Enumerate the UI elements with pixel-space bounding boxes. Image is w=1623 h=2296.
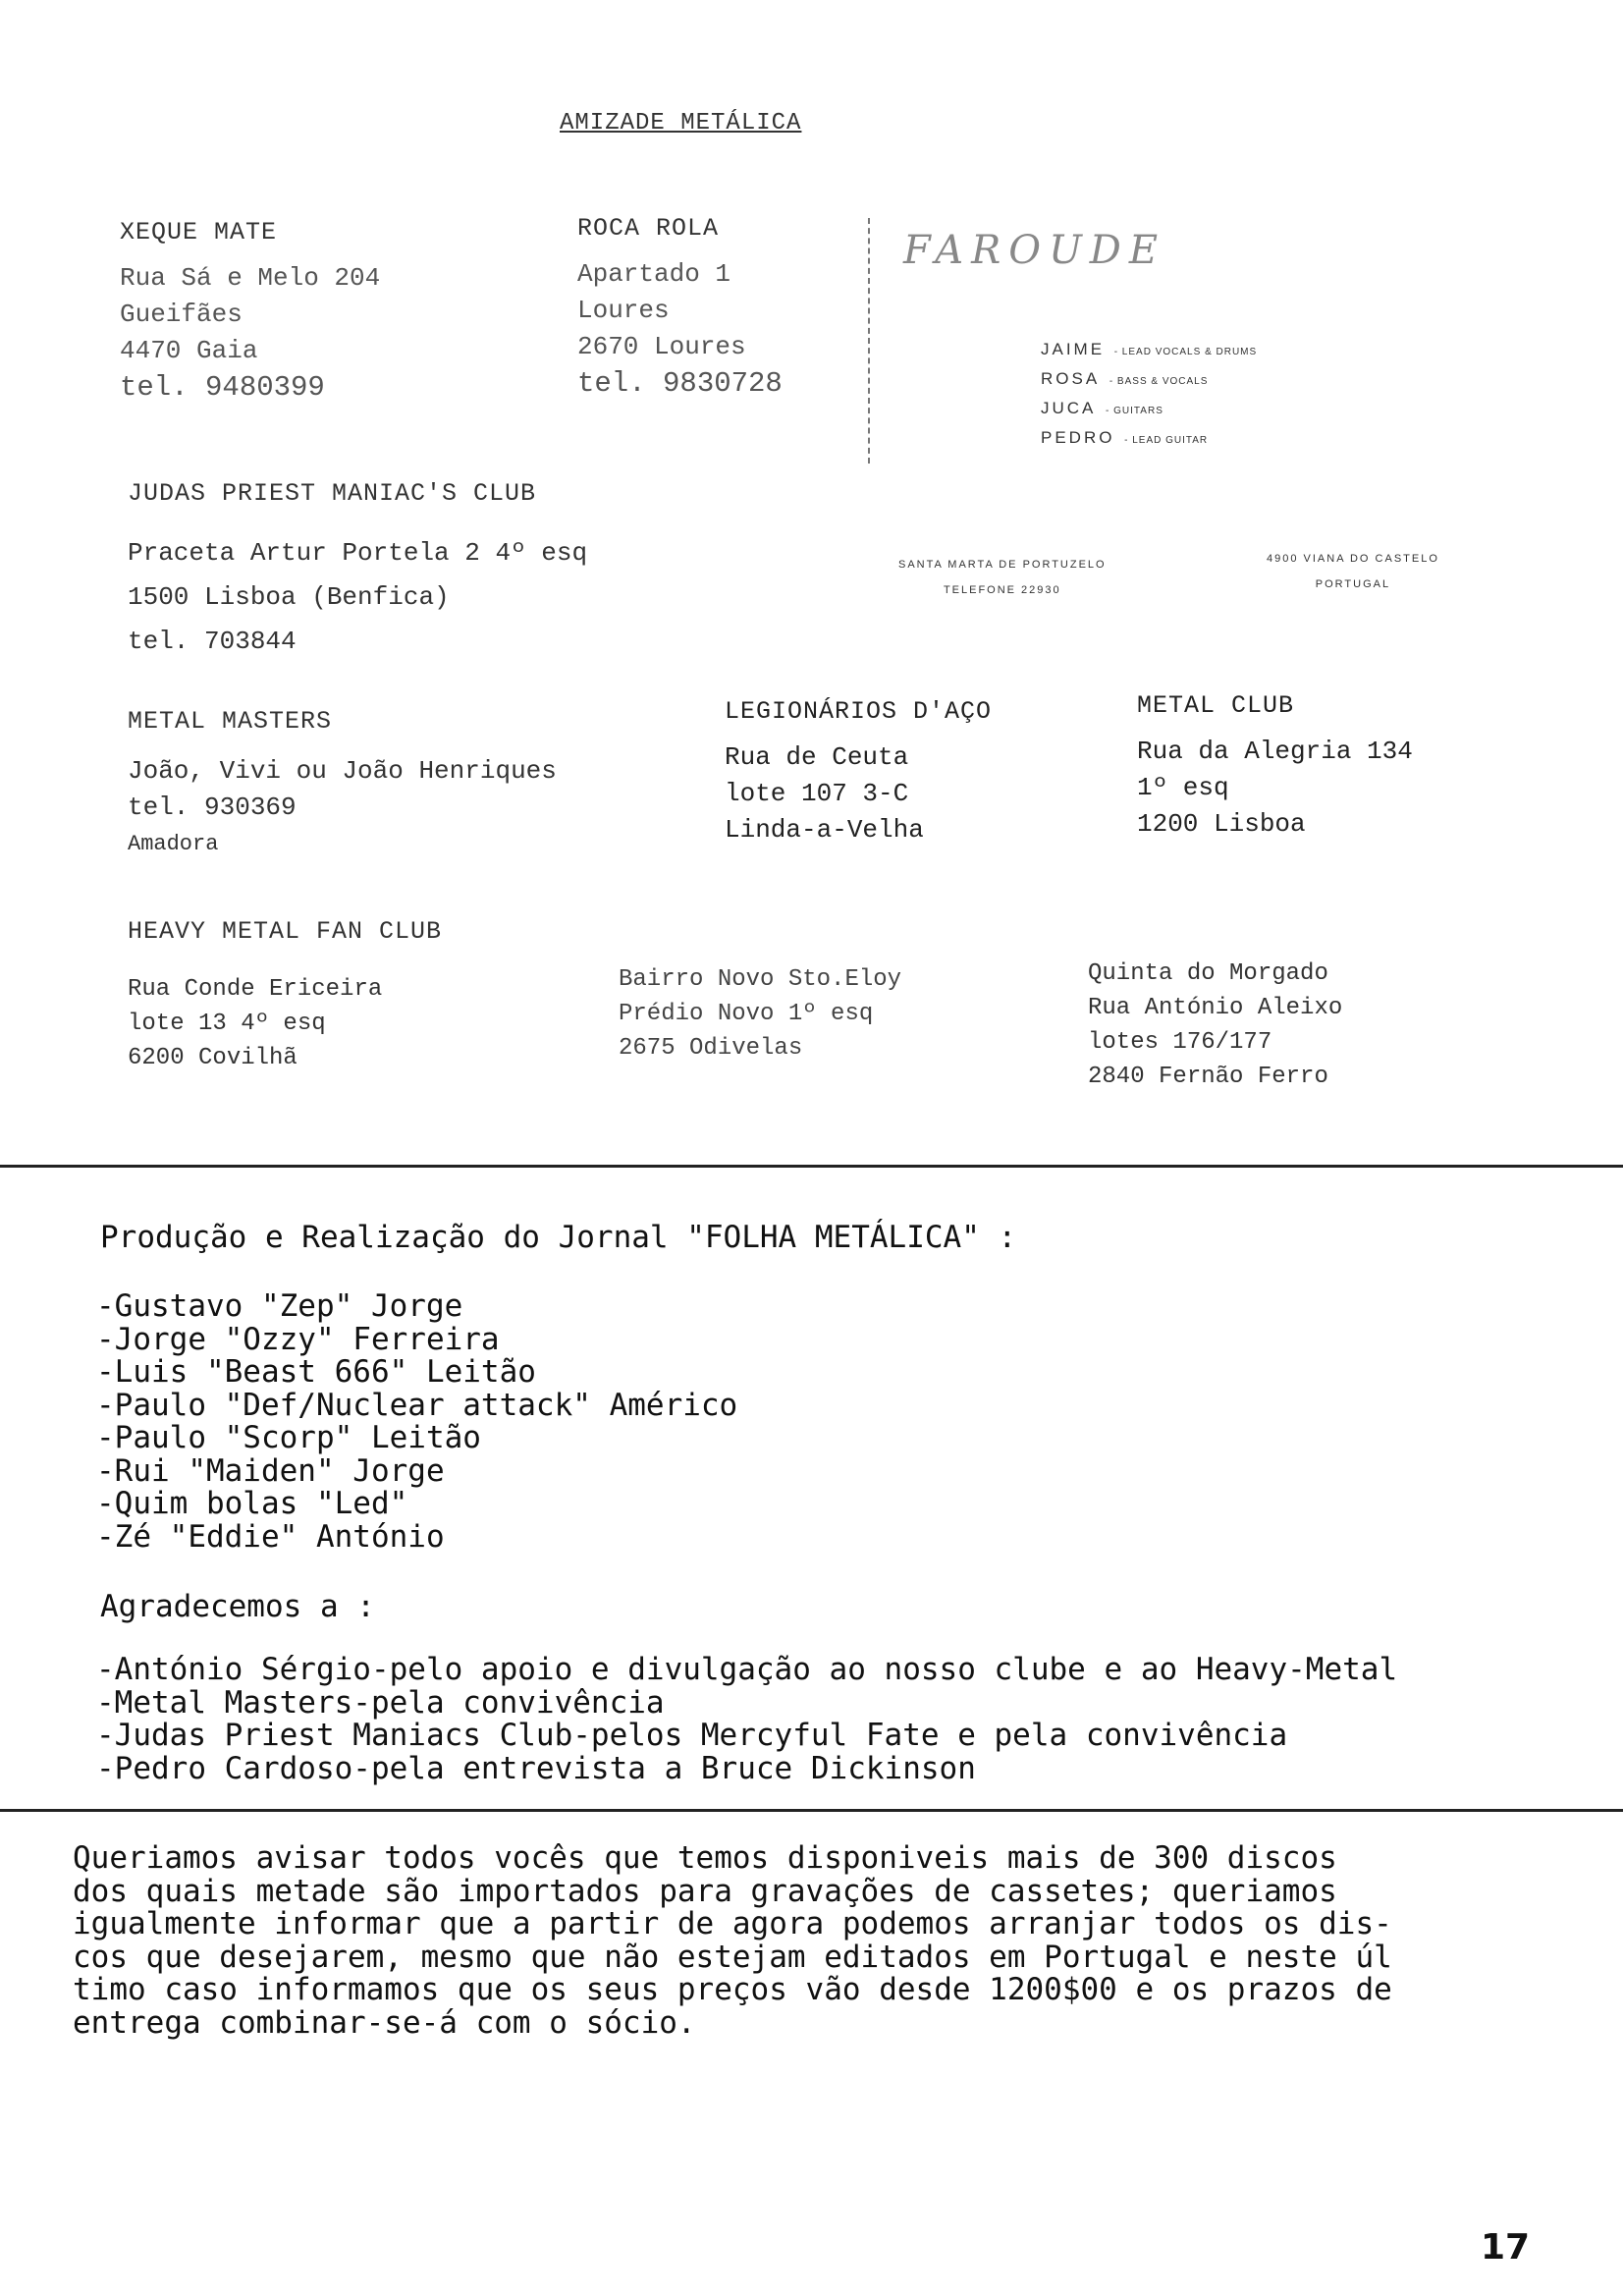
address-line: Rua da Alegria 134 xyxy=(1137,737,1413,766)
address-line: Rua Conde Ericeira xyxy=(128,976,383,1003)
club-name: METAL MASTERS xyxy=(128,707,333,736)
address-line: Apartado 1 xyxy=(577,259,731,289)
band-address-left: SANTA MARTA DE PORTUZELO TELEFONE 22930 xyxy=(898,559,1107,596)
address-line: João, Vivi ou João Henriques xyxy=(128,756,557,786)
club-address xyxy=(128,531,587,664)
notice-line: Queriamos avisar todos vocês que temos disponiveis mais de 300 discos xyxy=(73,1840,1337,1876)
club-address xyxy=(725,739,992,848)
band-members xyxy=(1041,340,1257,458)
notice-line: igualmente informar que a partir de agora podemos arranjar todos os dis- xyxy=(73,1906,1392,1941)
list-item: -Judas Priest Maniacs Club-pelos Mercyful Fate e pela convivência xyxy=(96,1718,1288,1753)
club-address xyxy=(128,753,557,862)
list-item: -Rui "Maiden" Jorge xyxy=(96,1452,445,1489)
list-item: -António Sérgio-pelo apoio e divulgação ao nosso clube e ao Heavy-Metal xyxy=(96,1652,1398,1687)
club-name: LEGIONÁRIOS D'AÇO xyxy=(725,697,993,726)
band-member: JUCA - GUITARS xyxy=(1041,399,1163,417)
band-member: JAIME - LEAD VOCALS & DRUMS xyxy=(1041,340,1258,358)
production-heading: Produção e Realização do Jornal "FOLHA METÁLICA" : xyxy=(100,1220,1017,1255)
address-line: lote 13 4º esq xyxy=(128,1011,326,1037)
address-line: lotes 176/177 xyxy=(1088,1029,1272,1056)
address-line: lote 107 3-C xyxy=(725,779,909,808)
section-divider xyxy=(0,1165,1623,1168)
club-judas-priest xyxy=(128,479,587,664)
page-number: 17 xyxy=(1481,2227,1531,2268)
club-name: JUDAS PRIEST MANIAC'S CLUB xyxy=(128,479,537,508)
club-roca-rola xyxy=(577,214,783,402)
address-line: Praceta Artur Portela 2 4º esq xyxy=(128,538,588,568)
club-name: ROCA ROLA xyxy=(577,214,720,243)
club-address xyxy=(120,260,380,406)
list-item: -Zé "Eddie" António xyxy=(96,1518,445,1555)
band-name: FAROUDE xyxy=(903,228,1166,273)
address-line: 1500 Lisboa (Benfica) xyxy=(128,582,450,612)
band-member: PEDRO - LEAD GUITAR xyxy=(1041,428,1209,447)
band-address-right: 4900 VIANA DO CASTELO PORTUGAL xyxy=(1267,553,1439,590)
club-address-col2 xyxy=(619,962,901,1066)
notice-line: cos que desejarem, mesmo que não estejam editados em Portugal e neste úl xyxy=(73,1939,1392,1975)
address-line: 4470 Gaia xyxy=(120,336,258,365)
list-item: -Metal Masters-pela convivência xyxy=(96,1684,665,1721)
address-line: 1º esq xyxy=(1137,773,1229,802)
address-line: Quinta do Morgado xyxy=(1088,960,1328,987)
thanks-heading: Agradecemos a : xyxy=(100,1589,375,1624)
phone-line: tel. 9480399 xyxy=(120,371,325,404)
address-line: Amadora xyxy=(128,832,219,856)
list-item: -Paulo "Def/Nuclear attack" Américo xyxy=(96,1387,738,1423)
address-line: 2840 Fernão Ferro xyxy=(1088,1064,1328,1090)
address-line: 2670 Loures xyxy=(577,332,746,361)
band-card-divider xyxy=(868,218,870,464)
list-item: -Jorge "Ozzy" Ferreira xyxy=(96,1321,500,1357)
address-line: Linda-a-Velha xyxy=(725,815,924,845)
address-line: Loures xyxy=(577,296,670,325)
club-metal-masters xyxy=(128,707,557,862)
club-name: METAL CLUB xyxy=(1137,691,1295,720)
address-line: Prédio Novo 1º esq xyxy=(619,1001,874,1027)
club-address xyxy=(577,256,783,402)
club-legionarios xyxy=(725,697,992,848)
phone-line: tel. 703844 xyxy=(128,627,297,656)
club-address-col1 xyxy=(128,972,382,1075)
section-divider xyxy=(0,1809,1623,1812)
address-line: Rua de Ceuta xyxy=(725,742,909,772)
club-xeque-mate xyxy=(120,218,380,406)
club-name-heavy-metal-fan-club: HEAVY METAL FAN CLUB xyxy=(128,917,443,946)
list-item: -Luis "Beast 666" Leitão xyxy=(96,1354,536,1390)
list-item: -Pedro Cardoso-pela entrevista a Bruce Dickinson xyxy=(96,1750,976,1786)
address-line: Bairro Novo Sto.Eloy xyxy=(619,966,902,993)
phone-line: tel. 9830728 xyxy=(577,367,783,400)
address-line: Rua António Aleixo xyxy=(1088,995,1343,1021)
notice-line: timo caso informamos que os seus preços vão desde 1200$00 e os prazos de xyxy=(73,1972,1392,2007)
list-item: -Gustavo "Zep" Jorge xyxy=(96,1288,463,1324)
phone-line: tel. 930369 xyxy=(128,793,297,822)
address-line: 2675 Odivelas xyxy=(619,1035,803,1062)
credits-list xyxy=(96,1290,737,1554)
notice-line: entrega combinar-se-á com o sócio. xyxy=(73,2004,696,2041)
address-line: Gueifães xyxy=(120,300,243,329)
club-address xyxy=(1137,734,1413,843)
notice-line: dos quais metade são importados para gravações de cassetes; queriamos xyxy=(73,1873,1337,1909)
section-title: AMIZADE METÁLICA xyxy=(560,110,802,137)
list-item: -Paulo "Scorp" Leitão xyxy=(96,1420,481,1455)
club-name: XEQUE MATE xyxy=(120,218,278,246)
club-metal-club xyxy=(1137,691,1413,843)
list-item: -Quim bolas "Led" xyxy=(96,1486,408,1521)
address-line: 1200 Lisboa xyxy=(1137,809,1306,839)
notice-paragraph xyxy=(73,1842,1392,2040)
band-member: ROSA - BASS & VOCALS xyxy=(1041,369,1209,388)
address-line: 6200 Covilhã xyxy=(128,1045,298,1071)
thanks-list xyxy=(96,1654,1397,1785)
club-address-col3 xyxy=(1088,957,1342,1094)
address-line: Rua Sá e Melo 204 xyxy=(120,263,381,293)
